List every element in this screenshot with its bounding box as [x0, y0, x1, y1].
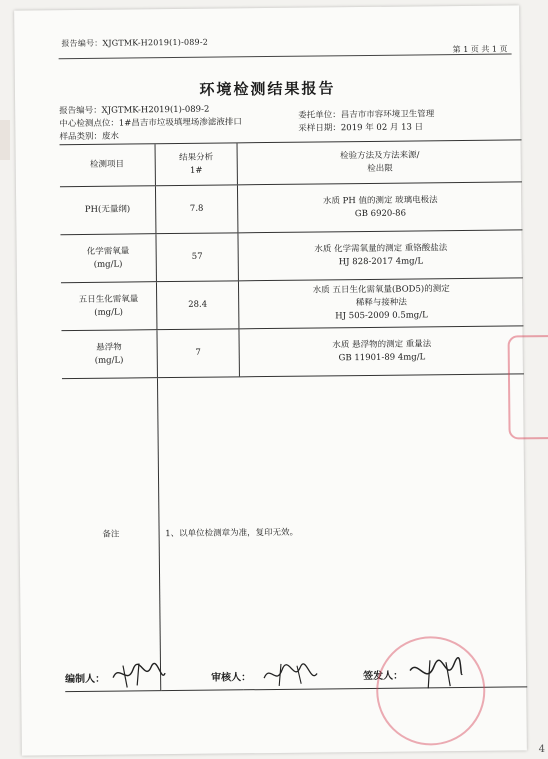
header-method-line2: 检出限 — [367, 163, 393, 174]
header-item: 检测项目 — [60, 144, 156, 187]
result-cell: 7 — [157, 329, 240, 378]
table-row — [61, 326, 523, 379]
item-cell — [61, 330, 157, 379]
reviewer-label: 审核人： — [211, 672, 252, 684]
method-line: 水质 化学需氧量的测定 重铬酸盐法 — [314, 242, 448, 255]
method-cell — [239, 326, 524, 377]
method-line: HJ 505-2009 0.5mg/L — [335, 310, 428, 322]
client: 委托单位：昌吉市市容环境卫生管理 — [298, 109, 435, 121]
header-result-line2: 1# — [189, 165, 203, 176]
header-report-code: 报告编号：XJGTMK-H2019(1)-089-2 — [61, 37, 209, 49]
table-row — [60, 182, 522, 235]
method-cell — [238, 182, 523, 233]
item-unit: (mg/L) — [94, 355, 124, 366]
note-text: 1、以单位检测章为准，复印无效。 — [157, 374, 527, 691]
corner-mark: 4 — [538, 744, 545, 755]
issuer-label: 签发人： — [363, 670, 404, 683]
table-header-row — [60, 140, 522, 187]
result-cell: 57 — [156, 233, 239, 282]
report-sheet — [14, 5, 527, 755]
table-row — [61, 278, 523, 331]
page-number: 第 1 页 共 1 页 — [452, 44, 508, 55]
method-line: 水质 悬浮物的测定 重量法 — [332, 338, 432, 350]
result-cell: 7.8 — [155, 185, 238, 234]
note-label: 备注 — [62, 378, 160, 692]
method-cell — [239, 278, 524, 329]
method-line: GB 11901-89 4mg/L — [338, 351, 426, 363]
center-point: 中心检测点位：1#昌吉市垃圾填埋场渗滤液排口 — [59, 117, 242, 130]
result-cell: 28.4 — [156, 281, 239, 330]
item-unit: (mg/L) — [94, 307, 123, 318]
bottom-stamp — [376, 636, 486, 746]
item-unit: (mg/L) — [93, 259, 123, 270]
method-line: 稀释与接种法 — [355, 297, 407, 309]
item-name: 化学需氧量 — [86, 245, 130, 257]
header-method — [237, 140, 522, 185]
item-name: PH(无量纲) — [84, 204, 131, 215]
sample-date: 采样日期：2019 年 02 月 13 日 — [298, 122, 424, 134]
method-line: 水质 PH 值的测定 玻璃电极法 — [322, 194, 438, 206]
item-name: 悬浮物 — [96, 342, 122, 353]
item-cell — [60, 186, 156, 235]
method-line: HJ 828-2017 4mg/L — [338, 255, 424, 267]
report-title: 环境检测结果报告 — [199, 79, 336, 99]
left-edge-bleed — [0, 120, 10, 160]
method-line: 水质 五日生化需氧量(BOD5)的测定 — [312, 284, 450, 296]
reviewer-signature — [261, 659, 321, 690]
compiler-signature — [109, 657, 169, 692]
item-cell — [60, 234, 156, 283]
table-row — [60, 230, 522, 283]
method-line: GB 6920-86 — [354, 208, 407, 219]
compiler-label: 编制人： — [65, 673, 106, 686]
item-name: 五日生化需氧量 — [78, 293, 139, 305]
header-rule — [59, 53, 512, 59]
method-cell — [238, 230, 523, 281]
item-cell — [61, 282, 157, 331]
header-method-line1: 检验方法及方法来源/ — [340, 149, 420, 161]
results-table — [60, 139, 528, 692]
report-number: 报告编号：XJGTMK-H2019(1)-089-2 — [59, 104, 210, 117]
sample-type: 样品类别：废水 — [59, 131, 120, 143]
header-result-line1: 结果分析 — [179, 152, 214, 163]
header-result — [155, 143, 238, 186]
side-stamp — [508, 335, 548, 440]
